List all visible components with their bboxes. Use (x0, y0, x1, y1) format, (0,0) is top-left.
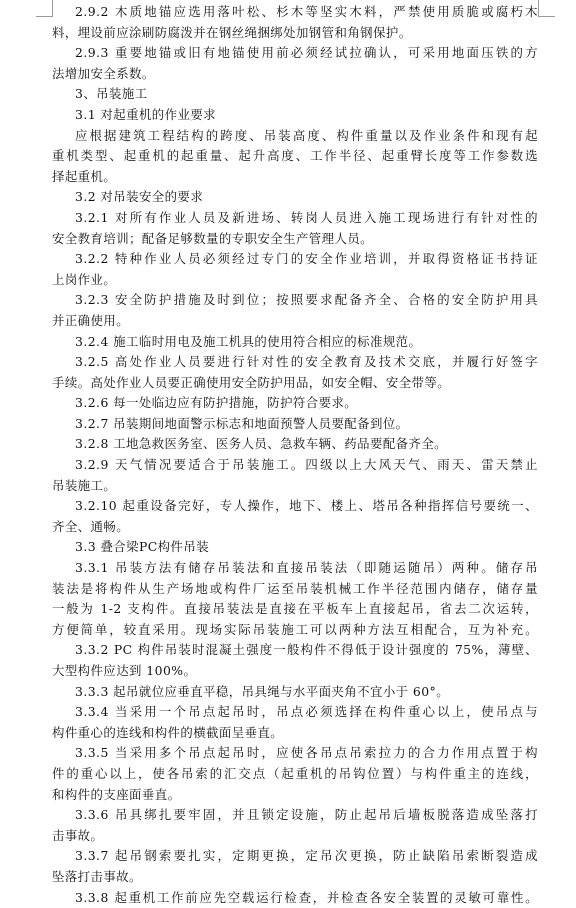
text-line: 件的重心以上，使各吊索的汇交点（起重机的吊钩位置）与构件重主的连线， (52, 765, 538, 781)
text-line: 安全教育培训；配备足够数量的专职安全生产管理人员。 (52, 230, 374, 246)
text-line: 3.2.10 起重设备完好，专人操作，地下、楼上、塔吊各种指挥信号要统一、 (75, 498, 538, 514)
text-line: 3、吊装施工 (75, 86, 148, 102)
text-line: 应根据建筑工程结构的跨度、吊装高度、构件重量以及作业条件和现有起 (75, 127, 538, 143)
text-line: 料，埋设前应涂刷防腐泼并在钢丝绳捆绑处加钢管和角钢保护。 (52, 24, 412, 40)
text-line: 手续。高处作业人员要正确使用安全防护用品，如安全帽、安全带等。 (52, 374, 451, 390)
text-line: 方便简单，较直采用。现场实际吊装施工可以两种方法互相配合，互为补充。 (52, 621, 538, 637)
text-line: 吊装施工。 (52, 477, 117, 493)
text-line: 择起重机。 (52, 168, 117, 184)
text-line: 3.2.6 每一处临边应有防护措施，防护符合要求。 (75, 395, 358, 411)
text-line: 3.3.4 当采用一个吊点起吊时，吊点必须选择在构件重心以上，使吊点与 (75, 704, 538, 720)
text-line: 上岗作业。 (52, 271, 117, 287)
text-line: 3.2.5 高处作业人员要进行针对性的安全教育及技术交底，并履行好签字 (75, 354, 538, 370)
text-line: 装法是将构件从生产场地或构件厂运至吊装机械工作半径范围内储存，储存量 (52, 580, 538, 596)
document-page (52, 2, 538, 908)
text-line: 3.1 对起重机的作业要求 (75, 106, 217, 122)
text-line: 3.2 对吊装安全的要求 (75, 189, 204, 205)
text-line: 3.2.4 施工临时用电及施工机具的使用符合相应的标准规范。 (75, 333, 422, 349)
text-line: 3.2.9 天气情况要适合于吊装施工。四级以上大风天气、雨天、雷天禁止 (75, 457, 538, 473)
text-line: 构件重心的连线和构件的横截面呈垂直。 (52, 724, 284, 740)
text-line: 大型构件应达到 100%。 (52, 663, 197, 678)
text-line: 齐全、通畅。 (52, 518, 130, 534)
text-line: 击事故。 (52, 827, 104, 843)
text-line: 法增加安全系数。 (52, 65, 155, 81)
crop-mark-top-right (538, 0, 555, 17)
text-line: 3.2.3 安全防护措施及时到位；按照要求配备齐全、合格的安全防护用具 (75, 292, 538, 308)
text-line: 3.3.1 吊装方法有储存吊装法和直接吊装法（即随运随吊）两种。储存吊 (75, 560, 538, 576)
text-line: 3.2.1 对所有作业人员及新进场、转岗人员进入施工现场进行有针对性的 (75, 209, 538, 225)
text-line: 3.3.7 起吊钢索要扎实，定期更换，定吊次更换，防止缺陷吊索断裂造成 (75, 848, 538, 864)
text-line: 3.3.6 吊具绑扎要牢固，并且锁定设施，防止起吊后墙板脱落造成坠落打 (75, 807, 538, 823)
text-line: 坠落打击事故。 (52, 868, 142, 884)
text-line: 3.2.7 吊装期间地面警示标志和地面预警人员要配备到位。 (75, 415, 409, 431)
text-line: 3.2.2 特种作业人员必须经过专门的安全作业培训，并取得资格证书持证 (75, 251, 538, 267)
text-line: 并正确使用。 (52, 312, 130, 328)
text-line: 3.2.8 工地急救医务室、医务人员、急救车辆、药品要配备齐全。 (75, 436, 448, 452)
text-line: 3.3.5 当采用多个吊点起吊时，应使各吊点吊索拉力的合力作用点置于构 (75, 745, 538, 761)
text-line: 一般为 1-2 支构件。直接吊装法是直接在平板车上直接起吊，省去二次运转， (52, 601, 538, 617)
text-line: 和构件的支座面垂直。 (52, 786, 181, 802)
text-line: 3.3.8 起重机工作前应先空载运行检查，并检查各安全装置的灵敏可靠性。 (75, 889, 538, 905)
text-line: 2.9.3 重要地锚或旧有地锚使用前必须经试拉确认，可采用地面压铁的方 (75, 45, 538, 61)
text-line: 重机类型、起重机的起重量、起升高度、工作半径、起重臂长度等工作参数选 (52, 148, 538, 164)
text-line: 3.3.3 起吊就位应垂直平稳，吊具绳与水平面夹角不宜小于 60°。 (75, 683, 450, 699)
text-line: 2.9.2 木质地锚应选用落叶松、杉木等坚实木料，严禁使用质脆或腐朽木 (75, 4, 538, 19)
text-line: 3.3.2 PC 构件吊装时混凝土强度一般构件不得低于设计强度的 75%，薄壁、 (75, 642, 538, 658)
crop-mark-top-left (36, 0, 53, 17)
text-line: 3.3 叠合梁PC构件吊装 (75, 539, 210, 555)
